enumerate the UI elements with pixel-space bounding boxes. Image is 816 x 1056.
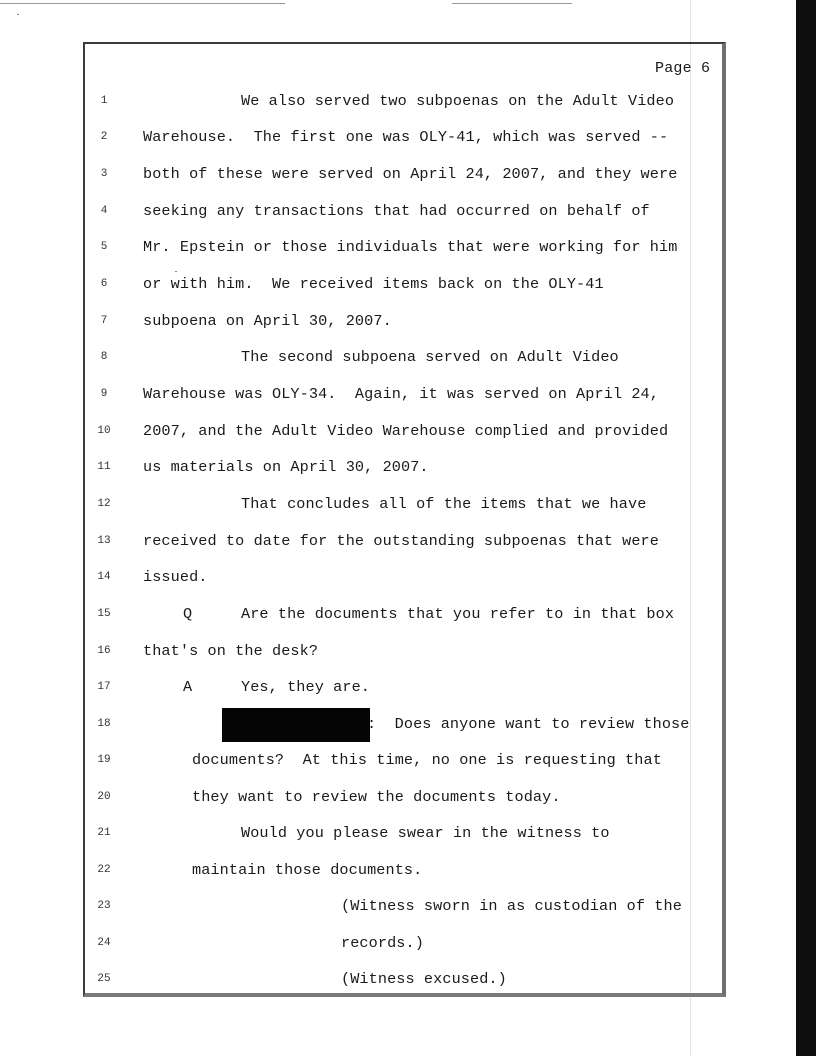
- transcript-line: (Witness sworn in as custodian of the: [341, 897, 682, 915]
- speaker-a: A: [183, 678, 193, 696]
- transcript-line: records.): [341, 934, 424, 952]
- scan-edge-bar: [796, 0, 816, 1056]
- transcript-line: Warehouse. The first one was OLY-41, which was served --: [143, 128, 669, 146]
- transcript-line: Are the documents that you refer to in that box: [241, 605, 675, 623]
- transcript-line: documents? At this time, no one is requesting that: [192, 751, 662, 769]
- line-number: 13: [97, 535, 111, 547]
- redaction-block: [222, 708, 370, 742]
- transcript-line: That concludes all of the items that we have: [241, 495, 647, 513]
- line-number: 6: [100, 278, 108, 290]
- transcript-line: Mr. Epstein or those individuals that were working for him: [143, 238, 678, 256]
- scan-speck: [17, 14, 19, 15]
- transcript-line: Would you please swear in the witness to: [241, 824, 610, 842]
- transcript-page-frame: [83, 42, 726, 997]
- scan-top-line-right: [452, 3, 572, 4]
- line-number: 11: [97, 461, 111, 473]
- transcript-line: both of these were served on April 24, 2007, and they were: [143, 165, 678, 183]
- line-number: 23: [97, 900, 111, 912]
- line-number: 22: [97, 864, 111, 876]
- line-number: 3: [100, 168, 108, 180]
- transcript-line: The second subpoena served on Adult Video: [241, 348, 619, 366]
- line-number: 4: [100, 205, 108, 217]
- line-number: 15: [97, 608, 111, 620]
- transcript-line: Warehouse was OLY-34. Again, it was served on April 24,: [143, 385, 659, 403]
- transcript-line: subpoena on April 30, 2007.: [143, 312, 392, 330]
- line-number: 7: [100, 315, 108, 327]
- transcript-line: seeking any transactions that had occurred on behalf of: [143, 202, 650, 220]
- transcript-line: (Witness excused.): [341, 970, 507, 988]
- page-number: Page 6: [655, 60, 711, 77]
- line-number: 21: [97, 827, 111, 839]
- line-number: 19: [97, 754, 111, 766]
- transcript-line: maintain those documents.: [192, 861, 423, 879]
- line-number: 2: [100, 131, 108, 143]
- transcript-line: or with him. We received items back on the OLY-41: [143, 275, 604, 293]
- speaker-q: Q: [183, 605, 193, 623]
- line-number: 8: [100, 351, 108, 363]
- transcript-line: they want to review the documents today.: [192, 788, 561, 806]
- line-number: 17: [97, 681, 111, 693]
- line-number: 9: [100, 388, 108, 400]
- line-number: 25: [97, 973, 111, 985]
- line-number: 18: [97, 718, 111, 730]
- line-number: 16: [97, 645, 111, 657]
- transcript-line: : Does anyone want to review those: [367, 715, 690, 733]
- transcript-line: issued.: [143, 568, 208, 586]
- transcript-line: 2007, and the Adult Video Warehouse complied and provided: [143, 422, 669, 440]
- line-number: 12: [97, 498, 111, 510]
- line-number: 1: [100, 95, 108, 107]
- transcript-line: received to date for the outstanding subpoenas that were: [143, 532, 659, 550]
- transcript-line: that's on the desk?: [143, 642, 319, 660]
- line-number: 10: [97, 425, 111, 437]
- transcript-line: Yes, they are.: [241, 678, 370, 696]
- line-number: 14: [97, 571, 111, 583]
- line-number: 5: [100, 241, 108, 253]
- line-number: 20: [97, 791, 111, 803]
- line-number: 24: [97, 937, 111, 949]
- transcript-line: We also served two subpoenas on the Adult Video: [241, 92, 675, 110]
- scan-top-line-left: [0, 3, 285, 4]
- transcript-line: us materials on April 30, 2007.: [143, 458, 429, 476]
